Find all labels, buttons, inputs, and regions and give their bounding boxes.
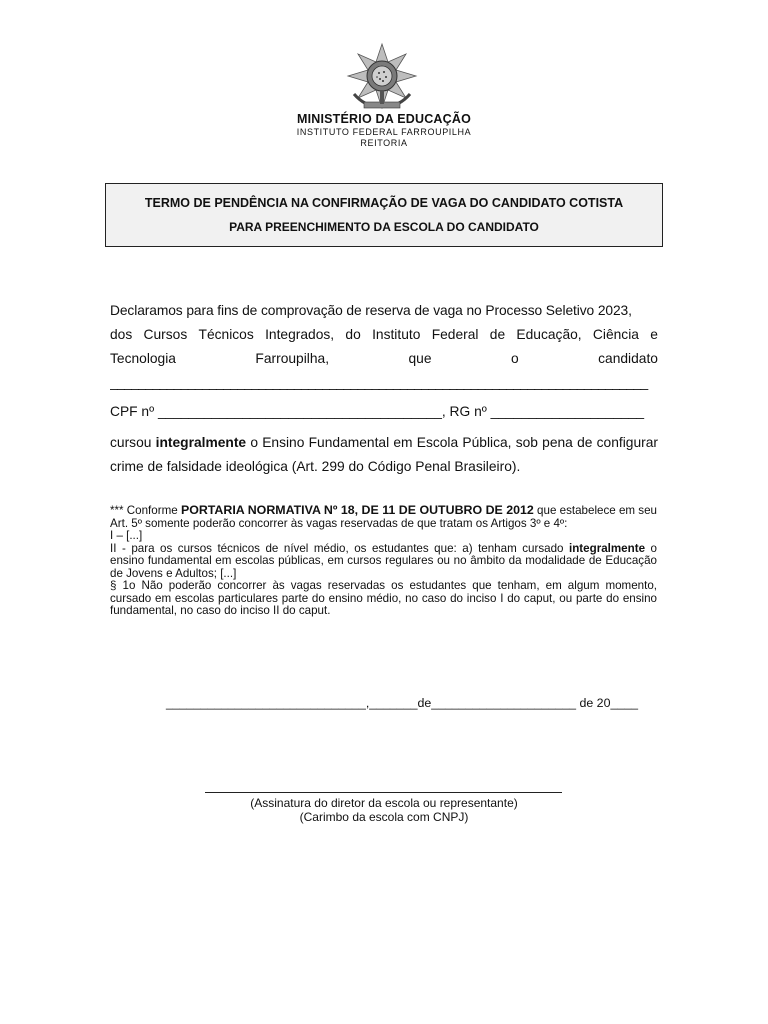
- note-item-2-rest: o ensino fundamental em escolas públicas, em cursos regulares ou no âmbito da modalidade de Educação de Jovens e Adultos; [...]: [110, 541, 657, 580]
- line2-word-2: Cursos: [143, 327, 188, 342]
- note-prefix: *** Conforme: [110, 504, 181, 517]
- department-name: REITORIA: [360, 138, 408, 148]
- line2-word-10: Ciência: [592, 327, 639, 342]
- date-line: _____________________________,_______de_____________________ de 20____: [166, 696, 639, 710]
- line3-word-3: que: [408, 351, 432, 366]
- line2-word-5: do: [345, 327, 361, 342]
- document-title: TERMO DE PENDÊNCIA NA CONFIRMAÇÃO DE VAGA DO CANDIDATO COTISTA: [144, 196, 624, 210]
- note-paragraph: § 1o Não poderão concorrer às vagas reservadas os estudantes que tenham, em algum momento, cursado em escolas particulares parte do ensino médio, no caso do inciso I do caput, ou parte do ensino fundamental, no caso do inciso II do caput.: [110, 579, 657, 617]
- legal-note-intro: [110, 504, 657, 530]
- line3-word-4: o: [510, 351, 519, 366]
- signature-line: [205, 778, 562, 793]
- portaria-reference: PORTARIA NORMATIVA Nº 18, DE 11 DE OUTUBRO DE 2012: [180, 503, 534, 517]
- brazil-coat-of-arms-icon: [346, 42, 418, 114]
- document-subtitle: PARA PREENCHIMENTO DA ESCOLA DO CANDIDATO: [229, 220, 539, 234]
- line3-word-1: Tecnologia: [110, 351, 176, 366]
- declaration-paragraph: [110, 299, 658, 395]
- stamp-caption: (Carimbo da escola com CNPJ): [299, 810, 469, 824]
- line2-word-11: e: [650, 327, 658, 342]
- course-text-bold: integralmente: [155, 435, 247, 450]
- ministry-name: MINISTÉRIO DA EDUCAÇÃO: [296, 112, 472, 126]
- declaration-line-2: [110, 323, 658, 347]
- declaration-line-3: [110, 347, 658, 371]
- line2-word-9: Educação,: [516, 327, 582, 342]
- signature-caption: (Assinatura do diretor da escola ou representante): [250, 796, 518, 810]
- course-paragraph: [110, 431, 658, 479]
- candidate-name-blank: ____________________________________________________________________________: [110, 375, 648, 390]
- note-item-1: I – [...]: [110, 529, 143, 542]
- line3-word-2: Farroupilha,: [255, 351, 330, 366]
- note-item-2-bold: integralmente: [569, 541, 646, 555]
- legal-note: [110, 504, 657, 618]
- institute-name: INSTITUTO FEDERAL FARROUPILHA: [296, 127, 472, 137]
- line3-word-5: candidato: [598, 351, 658, 366]
- line2-word-6: Instituto: [372, 327, 421, 342]
- note-item-2-start: II - para os cursos técnicos de nível médio, os estudantes que: a) tenham cursado: [110, 541, 569, 555]
- line2-word-3: Técnicos: [198, 327, 254, 342]
- note-item-2: [110, 543, 657, 581]
- line2-word-4: Integrados,: [265, 327, 335, 342]
- course-text-start: cursou: [110, 435, 156, 450]
- document-title-box: [105, 183, 663, 247]
- course-text-rest: o Ensino Fundamental em Escola Pública, sob pena de configurar crime de falsidade ideológica (Art. 299 do Código Penal Brasileiro).: [110, 435, 658, 474]
- line2-word-7: Federal: [431, 327, 479, 342]
- cpf-rg-line: CPF nº _____________________________________, RG nº ____________________: [110, 404, 645, 419]
- line2-word-8: de: [489, 327, 506, 342]
- line2-word-1: dos: [110, 327, 133, 342]
- note-after-portaria: que estabelece em seu Art. 5º somente poderão concorrer às vagas reservadas de que tratam os Artigos 3º e 4º:: [110, 504, 658, 530]
- declaration-line-1: Declaramos para fins de comprovação de reserva de vaga no Processo Seletivo 2023,: [110, 303, 632, 318]
